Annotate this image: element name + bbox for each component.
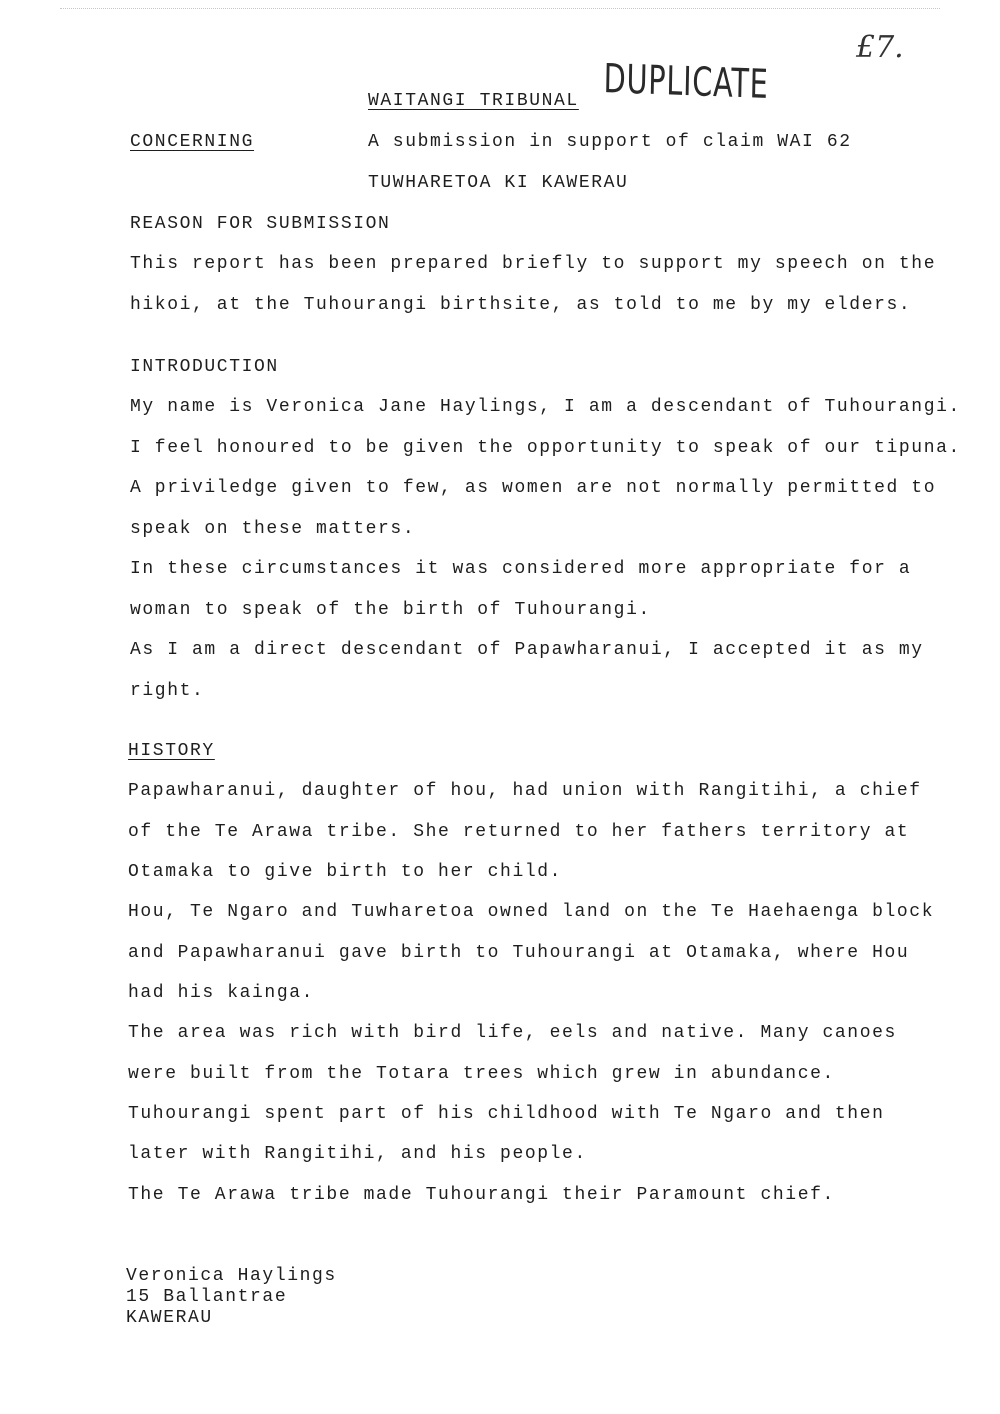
history-line: of the Te Arawa tribe. She returned to her fathers territory at bbox=[128, 822, 910, 842]
concerning-label: CONCERNING bbox=[130, 132, 255, 152]
history-line: were built from the Totara trees which grew in abundance. bbox=[128, 1064, 835, 1084]
history-heading: HISTORY bbox=[128, 741, 215, 761]
signatory-town: KAWERAU bbox=[126, 1308, 213, 1328]
history-line: had his kainga. bbox=[128, 983, 315, 1003]
history-line: The area was rich with bird life, eels and native. Many canoes bbox=[128, 1023, 897, 1043]
introduction-heading: INTRODUCTION bbox=[130, 357, 279, 377]
reason-line: hikoi, at the Tuhourangi birthsite, as told to me by my elders. bbox=[130, 295, 912, 315]
duplicate-stamp: DUPLICATE bbox=[603, 56, 769, 108]
introduction-line: I feel honoured to be given the opportunity to speak of our tipuna. bbox=[130, 438, 961, 458]
history-line: Papawharanui, daughter of hou, had union with Rangitihi, a chief bbox=[128, 781, 922, 801]
signatory-street: 15 Ballantrae bbox=[126, 1287, 288, 1307]
introduction-line: As I am a direct descendant of Papawharanui, I accepted it as my bbox=[130, 640, 924, 660]
scan-edge-line bbox=[60, 8, 940, 10]
introduction-line: A priviledge given to few, as women are not normally permitted to bbox=[130, 478, 937, 498]
history-line: The Te Arawa tribe made Tuhourangi their Paramount chief. bbox=[128, 1185, 835, 1205]
introduction-line: woman to speak of the birth of Tuhourangi. bbox=[130, 600, 651, 620]
introduction-line: My name is Veronica Jane Haylings, I am a descendant of Tuhourangi. bbox=[130, 397, 961, 417]
history-line: later with Rangitihi, and his people. bbox=[128, 1144, 587, 1164]
introduction-line: speak on these matters. bbox=[130, 519, 416, 539]
reason-heading: REASON FOR SUBMISSION bbox=[130, 214, 391, 234]
reason-line: This report has been prepared briefly to support my speech on the bbox=[130, 254, 937, 274]
concerning-claimant-line: TUWHARETOA KI KAWERAU bbox=[368, 173, 629, 193]
history-line: and Papawharanui gave birth to Tuhourangi at Otamaka, where Hou bbox=[128, 943, 910, 963]
history-line: Hou, Te Ngaro and Tuwharetoa owned land on the Te Haehaenga block bbox=[128, 902, 935, 922]
tribunal-title: WAITANGI TRIBUNAL bbox=[368, 91, 579, 111]
introduction-line: In these circumstances it was considered more appropriate for a bbox=[130, 559, 912, 579]
concerning-claim-line: A submission in support of claim WAI 62 bbox=[368, 132, 852, 152]
introduction-line: right. bbox=[130, 681, 205, 701]
signatory-name: Veronica Haylings bbox=[126, 1266, 337, 1286]
document-reference-mark: £7. bbox=[856, 30, 904, 65]
history-line: Otamaka to give birth to her child. bbox=[128, 862, 563, 882]
history-line: Tuhourangi spent part of his childhood with Te Ngaro and then bbox=[128, 1104, 885, 1124]
